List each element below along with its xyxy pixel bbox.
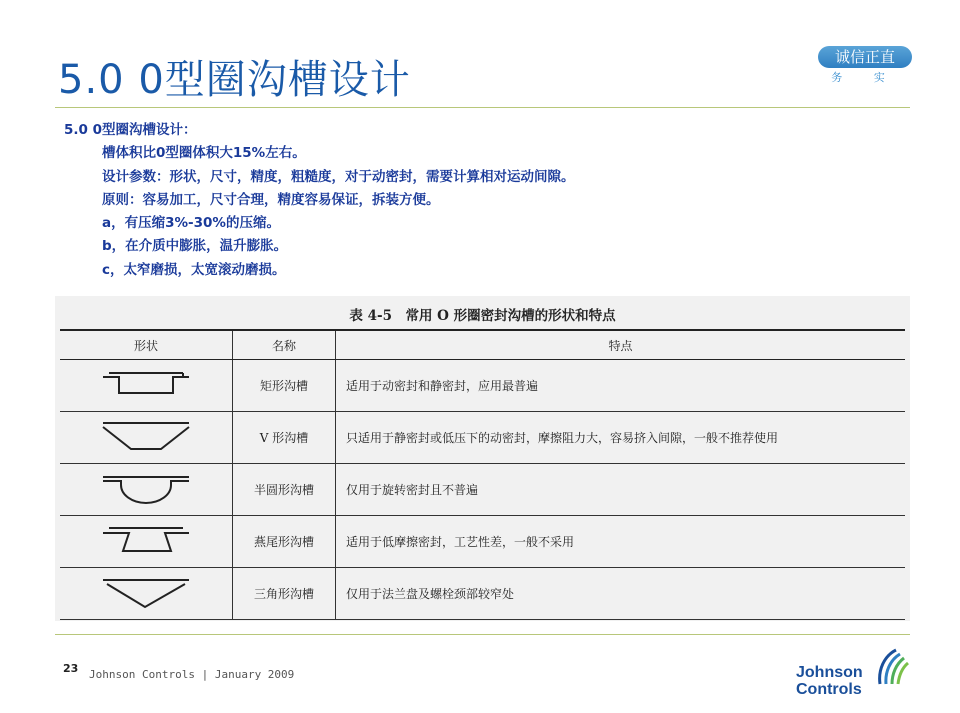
body-line: 原则：容易加工，尺寸合理，精度容易保证，拆装方便。	[102, 191, 440, 208]
triangle-groove-icon	[60, 568, 233, 620]
motto-main: 诚信正直	[818, 46, 912, 68]
header-name: 名称	[233, 330, 336, 360]
body-line: 设计参数：形状，尺寸，精度，粗糙度，对于动密封，需要计算相对运动间隙。	[102, 168, 575, 185]
row-feature: 适用于动密封和静密封，应用最普遍	[336, 360, 906, 412]
row-name: 半圆形沟槽	[233, 464, 336, 516]
logo-swirl-icon	[874, 648, 914, 688]
row-name: V 形沟槽	[233, 412, 336, 464]
table-caption: 表 4-5 常用 O 形圈密封沟槽的形状和特点	[349, 308, 616, 324]
body-line: 槽体积比0型圈体积大15%左右。	[102, 145, 306, 162]
row-feature: 只适用于静密封或低压下的动密封，摩擦阻力大，容易挤入间隙，一般不推荐使用	[336, 412, 906, 464]
row-name: 燕尾形沟槽	[233, 516, 336, 568]
row-feature: 仅用于法兰盘及螺栓颈部较窄处	[336, 568, 906, 620]
body-heading: 5.0 0型圈沟槽设计：	[64, 122, 197, 138]
v-groove-icon	[60, 412, 233, 464]
dovetail-groove-icon	[60, 516, 233, 568]
bottom-divider	[55, 634, 910, 635]
groove-table	[60, 329, 905, 620]
header-feature: 特点	[336, 330, 906, 360]
company-logo	[796, 648, 916, 702]
body-line: a，有压缩3%-30%的压缩。	[102, 215, 280, 232]
top-divider	[55, 107, 910, 108]
table-row	[60, 360, 905, 412]
footer-text: Johnson Controls | January 2009	[89, 668, 295, 681]
groove-table-figure	[55, 296, 910, 621]
row-feature: 仅用于旋转密封且不普遍	[336, 464, 906, 516]
semicircle-groove-icon	[60, 464, 233, 516]
body-line: c，太窄磨损，太宽滚动磨损。	[102, 261, 286, 278]
motto-sub: 务 实	[831, 71, 899, 84]
table-row	[60, 516, 905, 568]
table-header-row	[60, 330, 905, 360]
header-shape: 形状	[60, 330, 233, 360]
body-line: b，在介质中膨胀，温升膨胀。	[102, 238, 288, 255]
row-name: 矩形沟槽	[233, 360, 336, 412]
body-text	[64, 119, 575, 282]
table-row	[60, 568, 905, 620]
motto-badge	[818, 42, 912, 86]
table-row	[60, 464, 905, 516]
page-number: 23	[63, 662, 79, 675]
row-feature: 适用于低摩擦密封，工艺性差，一般不采用	[336, 516, 906, 568]
row-name: 三角形沟槽	[233, 568, 336, 620]
page-title: 5.0 0型圈沟槽设计	[58, 57, 411, 103]
table-row	[60, 412, 905, 464]
logo-text: Johnson Controls	[796, 664, 863, 698]
rectangular-groove-icon	[60, 360, 233, 412]
